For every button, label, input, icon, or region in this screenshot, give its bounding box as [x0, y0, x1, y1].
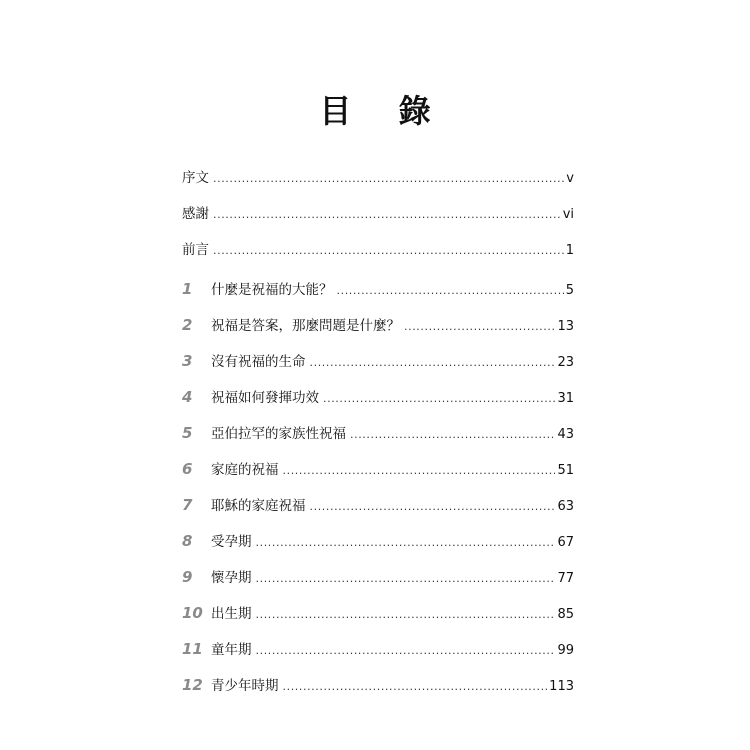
toc-entry-acknowledgements[interactable]: [182, 203, 574, 225]
toc-entry-chapter-7[interactable]: [182, 494, 574, 516]
toc-entry-page: 113: [549, 679, 574, 694]
toc-entry-page: v: [566, 171, 574, 186]
toc-entry-chapter-5[interactable]: [182, 422, 574, 444]
chapter-number: 9: [182, 568, 193, 586]
toc-entry-label: 受孕期: [211, 534, 252, 550]
toc-entry-page: 5: [565, 283, 574, 298]
toc-entry-page: 99: [557, 643, 574, 658]
toc-entry-page: 67: [557, 535, 574, 550]
toc-entry-chapter-1[interactable]: [182, 278, 574, 300]
chapter-number: 1: [182, 280, 193, 298]
toc-entry-preface[interactable]: [182, 167, 574, 189]
toc-entry-chapter-2[interactable]: [182, 314, 574, 336]
toc-entry-page: 77: [557, 571, 574, 586]
dot-leader: [256, 640, 556, 662]
toc-entry-label: 懷孕期: [211, 570, 252, 586]
toc-entry-page: 43: [557, 427, 574, 442]
dot-leader: [310, 496, 556, 518]
toc-entry-page: 51: [557, 463, 574, 478]
toc-entry-label: 祝福如何發揮功效: [211, 390, 319, 406]
toc-entry-label: 青少年時期: [211, 678, 279, 694]
dot-leader: [256, 532, 556, 554]
toc-entry-chapter-10[interactable]: [182, 602, 574, 624]
chapter-number: 7: [182, 496, 193, 514]
chapter-number: 11: [182, 640, 203, 658]
chapter-number: 5: [182, 424, 193, 442]
toc-entry-chapter-6[interactable]: [182, 458, 574, 480]
toc-entry-label: 童年期: [211, 642, 252, 658]
toc-entry-label: 出生期: [211, 606, 252, 622]
chapter-number: 3: [182, 352, 193, 370]
toc-entry-label: 前言: [182, 242, 209, 258]
chapter-number: 12: [182, 676, 203, 694]
toc-entry-label: 耶穌的家庭祝福: [211, 498, 306, 514]
chapter-number: 10: [182, 604, 203, 622]
dot-leader: [256, 604, 556, 626]
toc-entry-page: vi: [562, 207, 574, 222]
dot-leader: [256, 568, 556, 590]
dot-leader: [213, 168, 564, 190]
toc-entry-label: 序文: [182, 170, 209, 186]
dot-leader: [283, 460, 556, 482]
chapter-number: 2: [182, 316, 193, 334]
toc-entry-page: 31: [557, 391, 574, 406]
toc-entry-chapter-4[interactable]: [182, 386, 574, 408]
dot-leader: [350, 424, 555, 446]
toc-entry-chapter-8[interactable]: [182, 530, 574, 552]
toc-entry-page: 85: [557, 607, 574, 622]
toc-entry-label: 沒有祝福的生命: [211, 354, 306, 370]
dot-leader: [283, 676, 548, 698]
toc-entry-page: 23: [557, 355, 574, 370]
toc-entry-label: 家庭的祝福: [211, 462, 279, 478]
dot-leader: [404, 316, 555, 338]
toc-entry-chapter-3[interactable]: [182, 350, 574, 372]
chapter-number: 8: [182, 532, 193, 550]
dot-leader: [337, 280, 564, 302]
toc-entry-page: 13: [557, 319, 574, 334]
toc-entry-page: 1: [565, 243, 574, 258]
dot-leader: [213, 204, 561, 226]
dot-leader: [213, 240, 564, 262]
toc-entry-label: 祝福是答案，那麼問題是什麼？: [211, 318, 400, 334]
toc-entry-label: 感謝: [182, 206, 209, 222]
toc-entry-label: 什麼是祝福的大能？: [211, 282, 333, 298]
page-title: 目 錄: [319, 92, 449, 130]
toc-entry-chapter-12[interactable]: [182, 674, 574, 696]
toc-entry-chapter-9[interactable]: [182, 566, 574, 588]
toc-entry-introduction[interactable]: [182, 239, 574, 261]
toc-entry-chapter-11[interactable]: [182, 638, 574, 660]
chapter-number: 6: [182, 460, 193, 478]
dot-leader: [323, 388, 555, 410]
toc-entry-label: 亞伯拉罕的家族性祝福: [211, 426, 346, 442]
chapter-number: 4: [182, 388, 193, 406]
dot-leader: [310, 352, 556, 374]
toc-entry-page: 63: [557, 499, 574, 514]
